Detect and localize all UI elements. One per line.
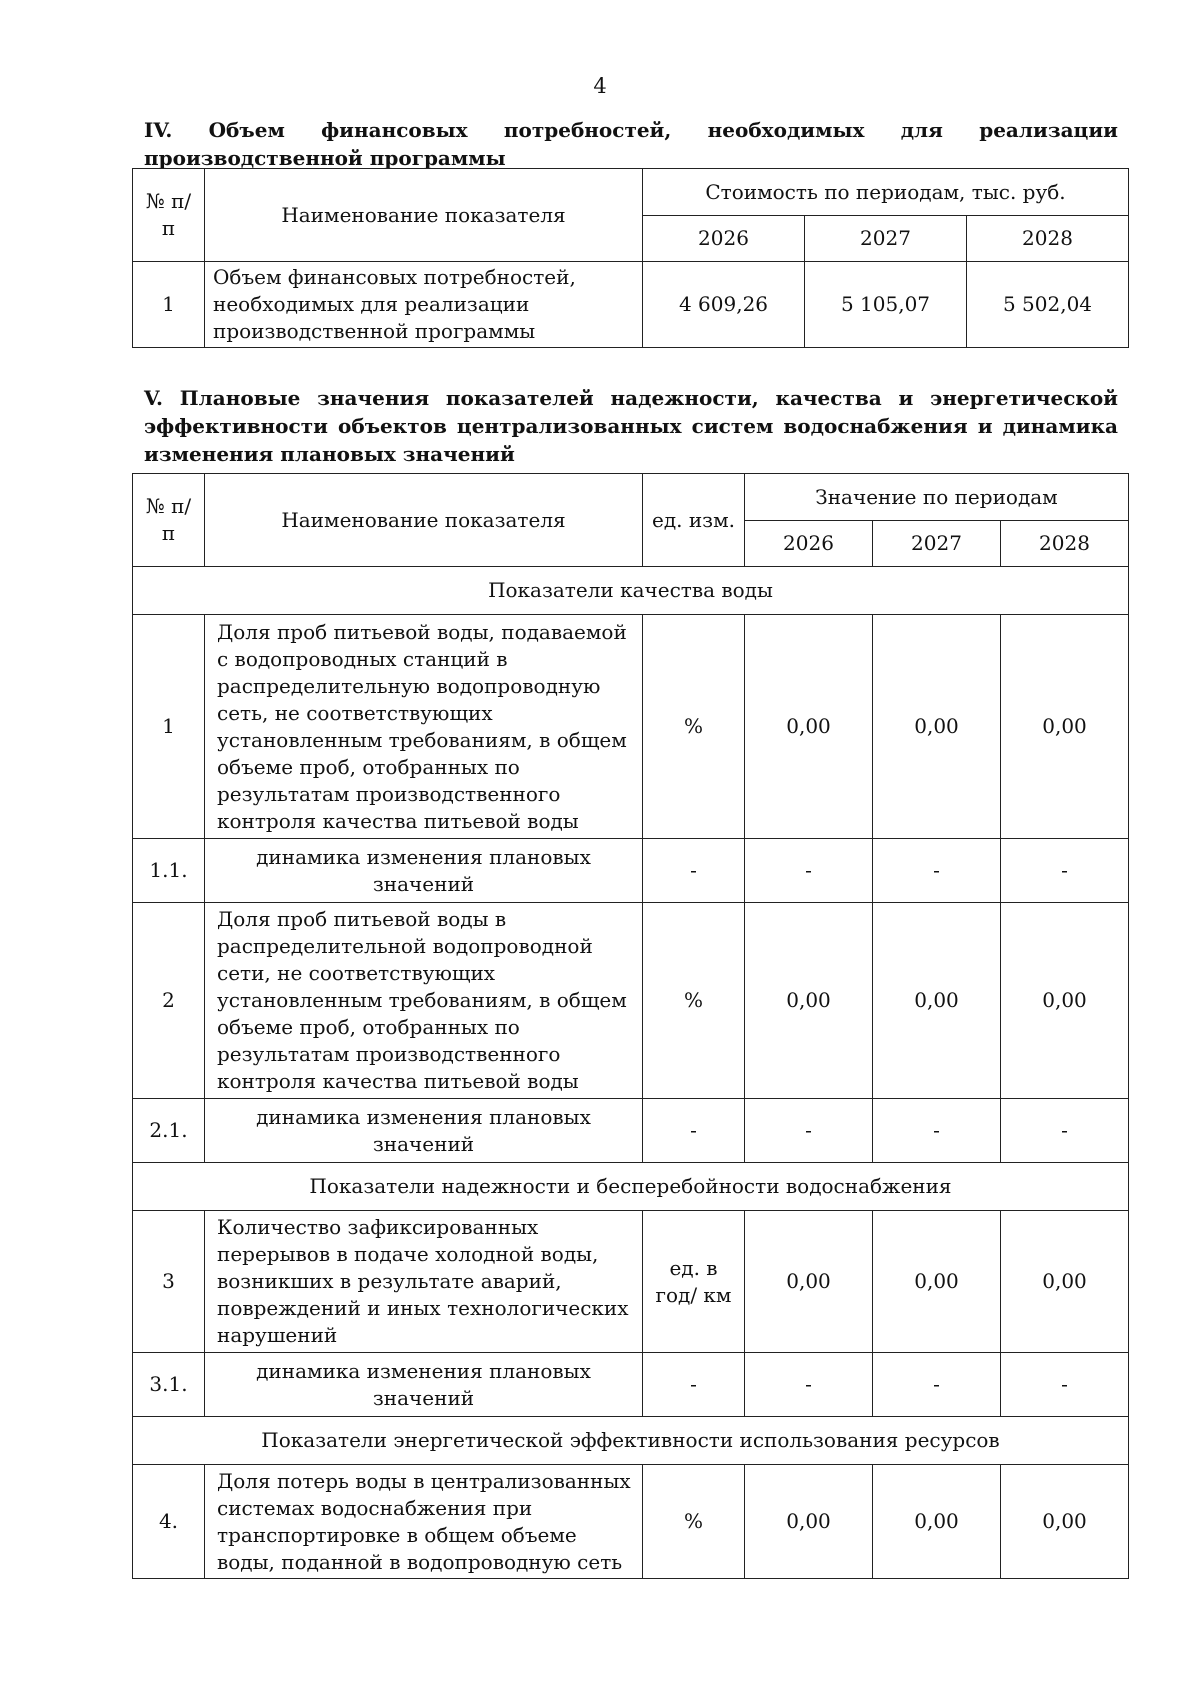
header-year: 2028 bbox=[967, 216, 1129, 262]
row-unit: - bbox=[643, 1353, 745, 1417]
row-name: Доля проб питьевой воды в распределительной водопроводной сети, не соответствующих установленным требованиям, в общем объеме проб, отобранных по результатам производственного контроля качества питьевой воды bbox=[205, 903, 643, 1099]
row-name: Доля проб питьевой воды, подаваемой с водопроводных станций в распределительную водопроводную сеть, не соответствующих установленным требованиям, в общем объеме проб, отобранных по результатам производственного контроля качества питьевой воды bbox=[205, 615, 643, 839]
row-value: 0,00 bbox=[745, 1465, 873, 1579]
indicators-table bbox=[132, 473, 1129, 1579]
row-num: 2 bbox=[133, 903, 205, 1099]
row-value: 0,00 bbox=[745, 1211, 873, 1353]
row-value: 4 609,26 bbox=[643, 262, 805, 348]
table-row bbox=[133, 1465, 1129, 1579]
row-value: - bbox=[745, 1099, 873, 1163]
row-num: 3.1. bbox=[133, 1353, 205, 1417]
row-unit: ед. в год/ км bbox=[643, 1211, 745, 1353]
row-num: 2.1. bbox=[133, 1099, 205, 1163]
row-value: 0,00 bbox=[873, 1465, 1001, 1579]
row-value: - bbox=[1001, 1353, 1129, 1417]
group-title: Показатели качества воды bbox=[133, 567, 1129, 615]
table-row bbox=[133, 903, 1129, 1099]
row-value: 0,00 bbox=[745, 903, 873, 1099]
row-value: - bbox=[1001, 1099, 1129, 1163]
row-value: 5 105,07 bbox=[805, 262, 967, 348]
row-value: 0,00 bbox=[1001, 1465, 1129, 1579]
table-row bbox=[133, 615, 1129, 839]
row-value: 0,00 bbox=[1001, 903, 1129, 1099]
header-year: 2027 bbox=[805, 216, 967, 262]
row-value: - bbox=[1001, 839, 1129, 903]
section-5-title: V. Плановые значения показателей надежности, качества и энергетической эффективности объектов централизованных систем водоснабжения и динамика изменения плановых значений bbox=[144, 386, 1118, 466]
row-value: - bbox=[873, 1353, 1001, 1417]
row-name: динамика изменения плановых значений bbox=[205, 839, 643, 903]
row-name: динамика изменения плановых значений bbox=[205, 1353, 643, 1417]
row-value: - bbox=[745, 839, 873, 903]
header-num: № п/п bbox=[133, 474, 205, 567]
row-value: 0,00 bbox=[1001, 1211, 1129, 1353]
row-name: Доля потерь воды в централизованных системах водоснабжения при транспортировке в общем объеме воды, поданной в водопроводную сеть bbox=[205, 1465, 643, 1579]
header-cost: Стоимость по периодам, тыс. руб. bbox=[643, 169, 1129, 216]
table-row bbox=[133, 1353, 1129, 1417]
section-4-title: IV. Объем финансовых потребностей, необходимых для реализации производственной программы bbox=[144, 118, 1118, 170]
header-period: Значение по периодам bbox=[745, 474, 1129, 521]
row-name: Количество зафиксированных перерывов в подаче холодной воды, возникших в результате аварий, повреждений и иных технологических нарушений bbox=[205, 1211, 643, 1353]
row-unit: % bbox=[643, 615, 745, 839]
row-value: - bbox=[873, 1099, 1001, 1163]
table-row bbox=[133, 1099, 1129, 1163]
row-unit: - bbox=[643, 839, 745, 903]
header-year: 2027 bbox=[873, 521, 1001, 567]
header-year: 2028 bbox=[1001, 521, 1129, 567]
row-unit: % bbox=[643, 1465, 745, 1579]
table-row bbox=[133, 262, 1129, 348]
row-num: 1 bbox=[133, 615, 205, 839]
row-num: 4. bbox=[133, 1465, 205, 1579]
row-unit: - bbox=[643, 1099, 745, 1163]
table-row bbox=[133, 839, 1129, 903]
row-unit: % bbox=[643, 903, 745, 1099]
row-num: 3 bbox=[133, 1211, 205, 1353]
header-name: Наименование показателя bbox=[205, 169, 643, 262]
row-value: - bbox=[873, 839, 1001, 903]
row-name: динамика изменения плановых значений bbox=[205, 1099, 643, 1163]
row-value: 0,00 bbox=[873, 1211, 1001, 1353]
header-year: 2026 bbox=[745, 521, 873, 567]
row-num: 1.1. bbox=[133, 839, 205, 903]
table-row bbox=[133, 1211, 1129, 1353]
header-year: 2026 bbox=[643, 216, 805, 262]
row-value: 0,00 bbox=[873, 903, 1001, 1099]
row-name: Объем финансовых потребностей, необходимых для реализации производственной программы bbox=[205, 262, 643, 348]
row-value: 0,00 bbox=[1001, 615, 1129, 839]
header-name: Наименование показателя bbox=[205, 474, 643, 567]
row-value: 0,00 bbox=[745, 615, 873, 839]
row-value: 0,00 bbox=[873, 615, 1001, 839]
group-title: Показатели надежности и бесперебойности водоснабжения bbox=[133, 1163, 1129, 1211]
financial-needs-table bbox=[132, 168, 1129, 348]
row-value: - bbox=[745, 1353, 873, 1417]
header-num: № п/п bbox=[133, 169, 205, 262]
row-num: 1 bbox=[133, 262, 205, 348]
group-title: Показатели энергетической эффективности использования ресурсов bbox=[133, 1417, 1129, 1465]
header-unit: ед. изм. bbox=[643, 474, 745, 567]
row-value: 5 502,04 bbox=[967, 262, 1129, 348]
page-number: 4 bbox=[593, 74, 607, 98]
